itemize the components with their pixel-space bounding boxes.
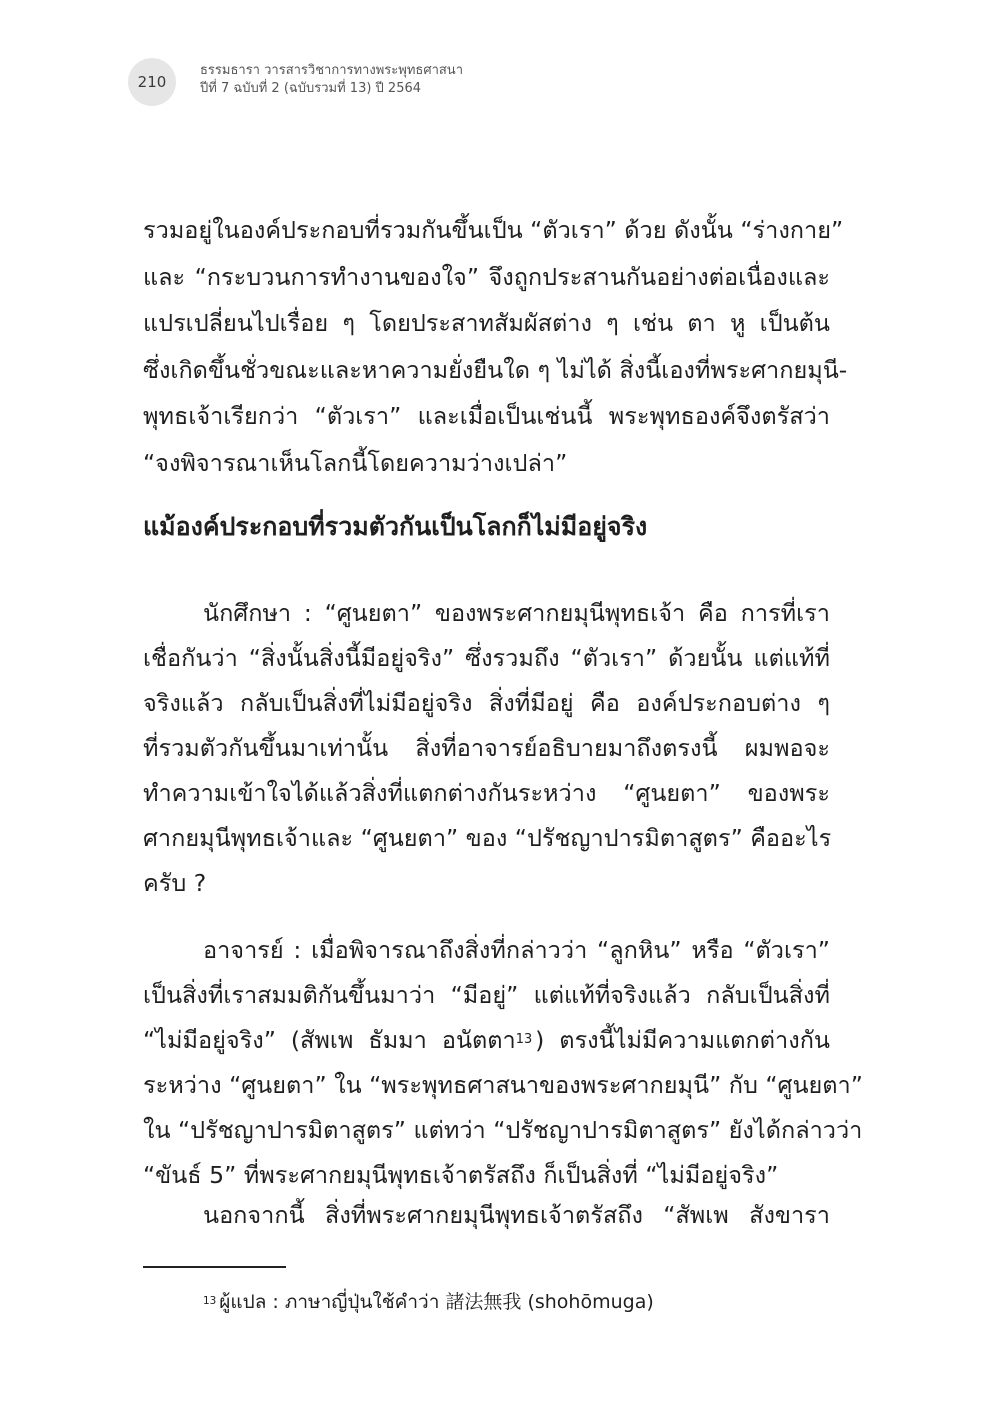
text-segment: “ไม่มีอยู่จริง” (สัพเพ ธัมมา อนัตตา [143,1026,516,1054]
text-line: นักศึกษา : “ศูนยตา” ของพระศากยมุนีพุทธเจ้า คือ การที่เรา [203,599,830,627]
footnote-separator [143,1266,286,1268]
section-heading: แม้องค์ประกอบที่รวมตัวกันเป็นโลกก็ไม่มีอยู่จริง [143,512,648,541]
footnote-text: ผู้แปล : ภาษาญี่ปุ่นใช้คำว่า 諸法無我 (shohōmuga) [219,1291,654,1313]
page-number: 210 [128,58,176,106]
text-line: ศากยมุนีพุทธเจ้าและ “ศูนยตา” ของ “ปรัชญาปารมิตาสูตร” คืออะไร [143,824,832,852]
text-line: ที่รวมตัวกันขึ้นมาเท่านั้น สิ่งที่อาจารย์อธิบายมาถึงตรงนี้ ผมพอจะ [143,734,830,762]
footnote [203,1287,654,1320]
text-line: “จงพิจารณาเห็นโลกนี้โดยความว่างเปล่า” [143,449,568,477]
text-line: รวมอยู่ในองค์ประกอบที่รวมกันขึ้นเป็น “ตัวเรา” ด้วย ดังนั้น “ร่างกาย” [143,216,844,244]
text-line: ใน “ปรัชญาปารมิตาสูตร” แต่ทว่า “ปรัชญาปารมิตาสูตร” ยังได้กล่าวว่า [143,1116,863,1144]
text-line: ซึ่งเกิดขึ้นชั่วขณะและหาความยั่งยืนใด ๆ ไม่ได้ สิ่งนี้เองที่พระศากยมุนี- [143,356,848,384]
text-line: แปรเปลี่ยนไปเรื่อย ๆ โดยประสาทสัมผัสต่าง ๆ เช่น ตา หู เป็นต้น [143,309,830,337]
journal-title: ธรรมธารา วารสารวิชาการทางพระพุทธศาสนา [200,63,463,78]
text-line: อาจารย์ : เมื่อพิจารณาถึงสิ่งที่กล่าวว่า “ลูกหิน” หรือ “ตัวเรา” [203,936,830,964]
text-line: และ “กระบวนการทำงานของใจ” จึงถูกประสานกันอย่างต่อเนื่องและ [143,263,830,291]
journal-info [200,62,463,98]
journal-issue: ปีที่ 7 ฉบับที่ 2 (ฉบับรวมที่ 13) ปี 2564 [200,81,422,96]
footnote-number: 13 [203,1295,217,1308]
footnote-reference: 13 [515,1032,533,1048]
text-line: เชื่อกันว่า “สิ่งนั้นสิ่งนี้มีอยู่จริง” ซึ่งรวมถึง “ตัวเรา” ด้วยนั้น แต่แท้ที่ [143,644,830,672]
text-line: ระหว่าง “ศูนยตา” ใน “พระพุทธศาสนาของพระศากยมุนี” กับ “ศูนยตา” [143,1071,863,1099]
text-line: พุทธเจ้าเรียกว่า “ตัวเรา” และเมื่อเป็นเช่นนี้ พระพุทธองค์จึงตรัสว่า [143,402,830,430]
text-line: เป็นสิ่งที่เราสมมติกันขึ้นมาว่า “มีอยู่” แต่แท้ที่จริงแล้ว กลับเป็นสิ่งที่ [143,981,830,1009]
text-line: จริงแล้ว กลับเป็นสิ่งที่ไม่มีอยู่จริง สิ่งที่มีอยู่ คือ องค์ประกอบต่าง ๆ [143,689,830,717]
text-line: “ขันธ์ 5” ที่พระศากยมุนีพุทธเจ้าตรัสถึง ก็เป็นสิ่งที่ “ไม่มีอยู่จริง” [143,1161,779,1189]
text-line [143,1020,830,1060]
text-line: นอกจากนี้ สิ่งที่พระศากยมุนีพุทธเจ้าตรัสถึง “สัพเพ สังขารา [203,1201,830,1229]
text-line: ครับ ? [143,869,207,897]
text-line: ทำความเข้าใจได้แล้วสิ่งที่แตกต่างกันระหว่าง “ศูนยตา” ของพระ [143,779,830,807]
text-segment: ) ตรงนี้ไม่มีความแตกต่างกัน [535,1026,830,1054]
